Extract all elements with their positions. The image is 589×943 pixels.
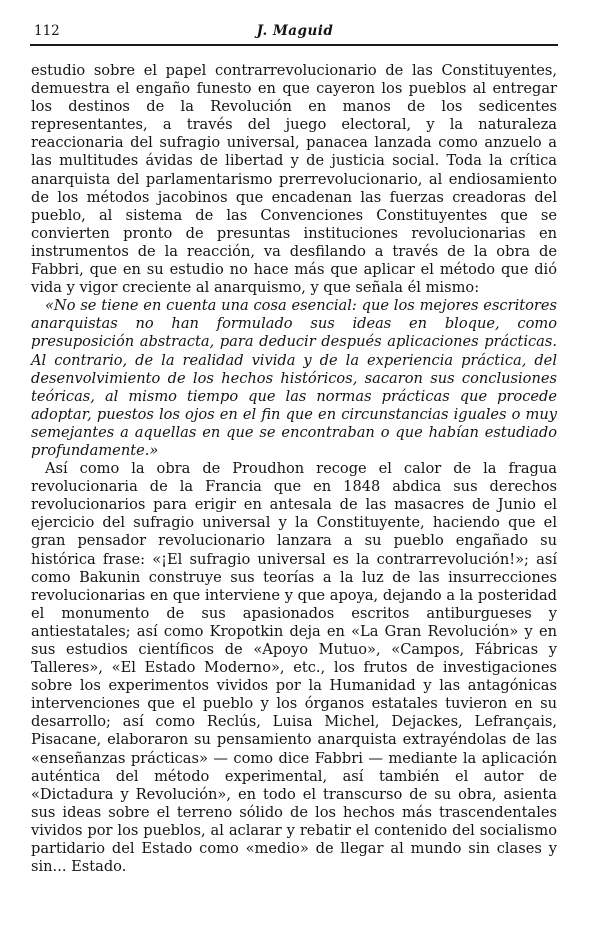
body-text (31, 62, 557, 876)
running-title: J. Maguid (256, 23, 334, 39)
page-number: 112 (34, 23, 60, 39)
header-rule (30, 44, 558, 46)
page-header (34, 21, 556, 41)
paragraph-continuation: estudio sobre el papel contrarrevolucionario de las Constituyentes, demuestra el engaño funesto en que cayeron los pueblos al entregar los destinos de la Revolución en manos de los sedicentes representantes, a través del juego electoral, y la naturaleza reaccionaria del sufragio universal, panacea lanzada como anzuelo a las multitudes ávidas de libertad y de justicia social. Toda la crítica anarquista del parlamentarismo prerrevolucionario, al endiosamiento de los métodos jacobinos que encadenan las fuerzas creadoras del pueblo, al sistema de las Convenciones Constituyentes que se convierten pronto de presuntas instituciones revolucionarias en instrumentos de la reacción, va desfilando a través de la obra de Fabbri, que en su estudio no hace más que aplicar el método que dió vida y vigor creciente al anarquismo, y que señala él mismo: (31, 62, 557, 297)
block-quote: «No se tiene en cuenta una cosa esencial: que los mejores escritores anarquistas no han formulado sus ideas en bloque, como presuposición abstracta, para deducir después aplicaciones prácticas. Al contrario, de la realidad vivida y de la experiencia práctica, del desenvolvimiento de los hechos históricos, sacaron sus conclusiones teóricas, al mismo tiempo que las normas prácticas que procede adoptar, puestos los ojos en el fin que en circunstancias iguales o muy semejantes a aquellas en que se encontraban o que habían estudiado profundamente.» (31, 297, 557, 459)
paragraph: Así como la obra de Proudhon recoge el calor de la fragua revolucionaria de la Francia que en 1848 abdica sus derechos revolucionarios para erigir en antesala de las masacres de Junio el ejercicio del sufragio universal y la Constituyente, haciendo que el gran pensador revolucionario lanzara a su pueblo engañado su histórica frase: «¡El sufragio universal es la contrarrevolución!»; así como Bakunin construye sus teorías a la luz de las insurrecciones revolucionarias en que interviene y que apoya, dejando a la posteridad el monumento de sus apasionados escritos antiburgueses y antiestatales; así como Kropotkin deja en «La Gran Revolución» y en sus estudios científicos de «Apoyo Mutuo», «Campos, Fábricas y Talleres», «El Estado Moderno», etc., los frutos de investigaciones sobre los experimentos vividos por la Humanidad y las antagónicas intervenciones que el pueblo y los órganos estatales tuvieron en su desarrollo; así como Reclús, Luisa Michel, Dejackes, Lefrançais, Pisacane, elaboraron su pensamiento anarquista extrayéndolas de las «enseñanzas prácticas» — como dice Fabbri — mediante la aplicación auténtica del método experimental, así también el autor de «Dictadura y Revolución», en todo el transcurso de su obra, asienta sus ideas sobre el terreno sólido de los hechos más trascendentales vividos por los pueblos, al aclarar y rebatir el contenido del socialismo partidario del Estado como «medio» de llegar al mundo sin clases y sin... Estado. (31, 460, 557, 876)
